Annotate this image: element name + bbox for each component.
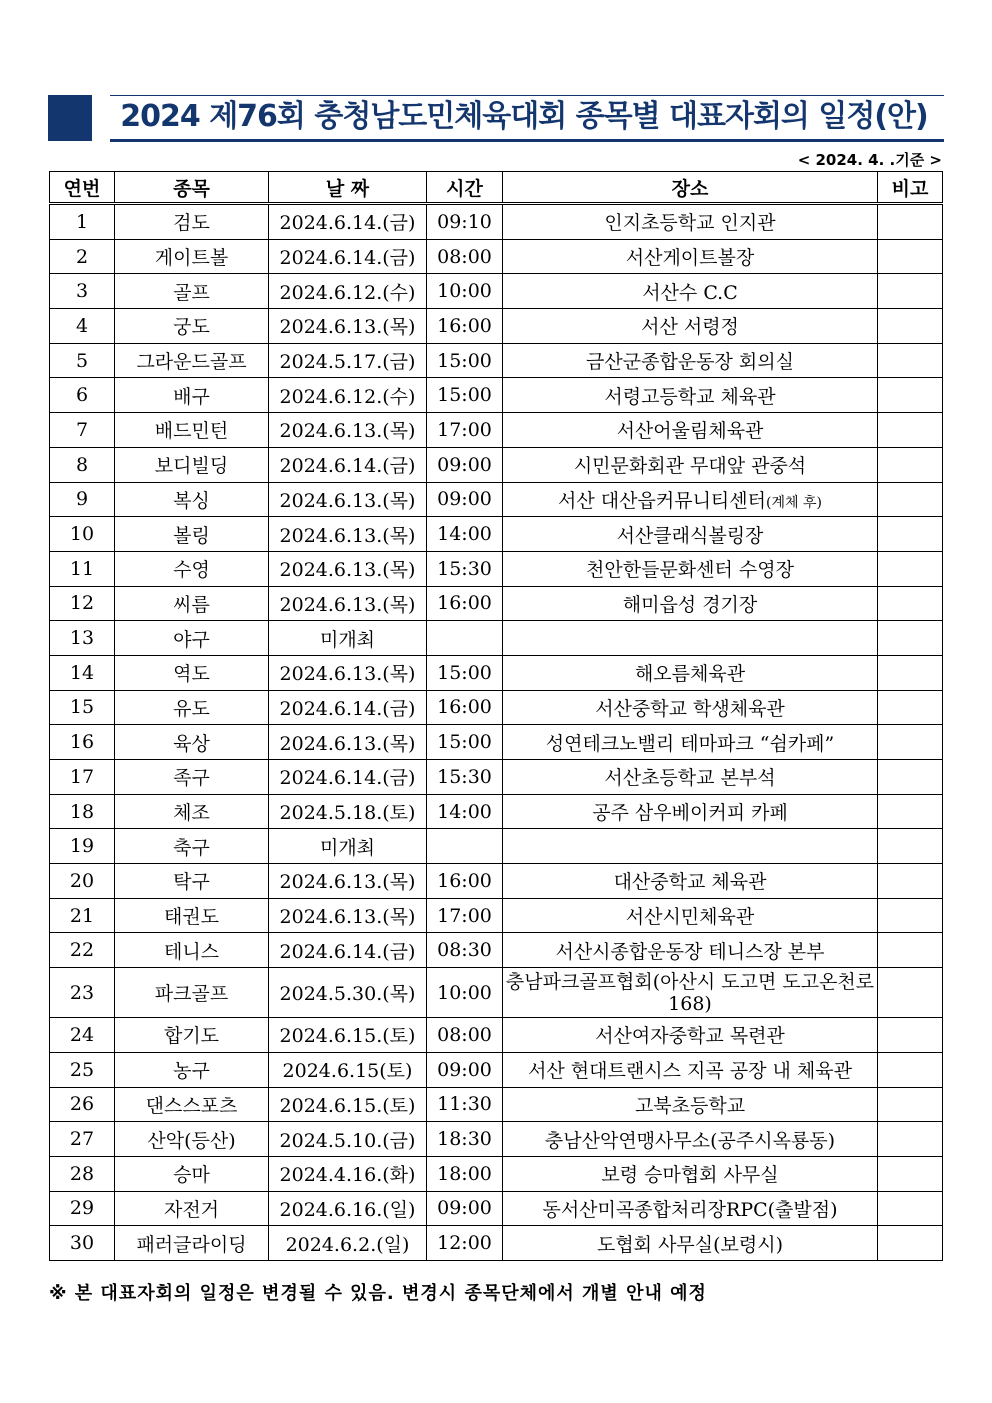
cell-note <box>878 1191 943 1226</box>
cell-no: 28 <box>50 1156 115 1191</box>
cell-venue <box>503 204 878 240</box>
cell-venue <box>503 274 878 309</box>
cell-sport: 배드민턴 <box>115 413 269 448</box>
cell-no: 12 <box>50 586 115 621</box>
table-row <box>50 794 943 829</box>
cell-note <box>878 309 943 344</box>
cell-sport: 파크골프 <box>115 968 269 1018</box>
cell-note <box>878 655 943 690</box>
venue-text: 대산중학교 체육관 <box>613 871 767 894</box>
cell-note <box>878 794 943 829</box>
cell-sport: 승마 <box>115 1156 269 1191</box>
venue-text: 충남파크골프협회(아산시 도고면 도고온천로 168) <box>505 970 875 1015</box>
cell-date: 2024.6.13.(목) <box>269 586 427 621</box>
cell-note <box>878 1156 943 1191</box>
cell-note <box>878 829 943 864</box>
cell-note <box>878 898 943 933</box>
cell-date: 2024.6.13.(목) <box>269 725 427 760</box>
cell-date: 2024.6.2.(일) <box>269 1226 427 1261</box>
cell-sport: 탁구 <box>115 864 269 899</box>
cell-date: 2024.6.12.(수) <box>269 378 427 413</box>
table-row <box>50 517 943 552</box>
cell-sport: 배구 <box>115 378 269 413</box>
cell-sport: 볼링 <box>115 517 269 552</box>
basis-date: < 2024. 4. .기준 > <box>797 151 942 169</box>
cell-no: 2 <box>50 239 115 274</box>
venue-text: 서산어울림체육관 <box>616 420 764 443</box>
cell-note <box>878 447 943 482</box>
cell-time: 18:00 <box>427 1156 503 1191</box>
cell-note <box>878 551 943 586</box>
venue-text: 서령고등학교 체육관 <box>604 385 776 408</box>
table-row <box>50 343 943 378</box>
venue-text: 서산시종합운동장 테니스장 본부 <box>555 940 825 963</box>
cell-date: 2024.6.14.(금) <box>269 933 427 968</box>
cell-time: 15:30 <box>427 760 503 795</box>
cell-time: 09:00 <box>427 447 503 482</box>
cell-date: 미개최 <box>269 829 427 864</box>
venue-text: 서산수 C.C <box>642 281 738 304</box>
cell-no: 25 <box>50 1052 115 1087</box>
cell-note <box>878 968 943 1018</box>
table-row <box>50 1122 943 1157</box>
table-row <box>50 378 943 413</box>
venue-text: 서산중학교 학생체육관 <box>595 697 785 720</box>
cell-time: 16:00 <box>427 586 503 621</box>
cell-time: 16:00 <box>427 690 503 725</box>
venue-text: 해오름체육관 <box>634 663 746 686</box>
cell-time: 09:00 <box>427 482 503 517</box>
cell-date: 2024.6.13.(목) <box>269 551 427 586</box>
cell-time <box>427 621 503 656</box>
cell-sport: 검도 <box>115 204 269 240</box>
cell-sport: 산악(등산) <box>115 1122 269 1157</box>
table-row <box>50 760 943 795</box>
cell-date: 2024.6.13.(목) <box>269 864 427 899</box>
venue-text: 인지초등학교 인지관 <box>604 212 776 235</box>
table-row <box>50 864 943 899</box>
cell-sport: 수영 <box>115 551 269 586</box>
cell-venue <box>503 482 878 517</box>
cell-venue <box>503 1226 878 1261</box>
cell-venue <box>503 829 878 864</box>
cell-date: 2024.6.13.(목) <box>269 413 427 448</box>
table-row <box>50 829 943 864</box>
cell-venue <box>503 864 878 899</box>
cell-venue <box>503 517 878 552</box>
cell-date: 2024.5.18.(토) <box>269 794 427 829</box>
cell-date: 2024.6.14.(금) <box>269 447 427 482</box>
venue-text: 보령 승마협회 사무실 <box>601 1164 779 1187</box>
cell-no: 10 <box>50 517 115 552</box>
cell-time: 16:00 <box>427 309 503 344</box>
venue-text: 충남산악연맹사무소(공주시옥룡동) <box>544 1129 836 1152</box>
cell-date: 2024.6.14.(금) <box>269 690 427 725</box>
cell-time: 08:00 <box>427 1018 503 1053</box>
cell-no: 21 <box>50 898 115 933</box>
cell-date: 2024.6.13.(목) <box>269 898 427 933</box>
cell-date: 2024.4.16.(화) <box>269 1156 427 1191</box>
cell-sport: 자전거 <box>115 1191 269 1226</box>
cell-no: 20 <box>50 864 115 899</box>
cell-date: 2024.6.13.(목) <box>269 655 427 690</box>
cell-time: 15:00 <box>427 725 503 760</box>
cell-time: 16:00 <box>427 864 503 899</box>
cell-sport: 댄스스포츠 <box>115 1087 269 1122</box>
cell-date: 미개최 <box>269 621 427 656</box>
table-row <box>50 1191 943 1226</box>
table-row <box>50 274 943 309</box>
cell-no: 4 <box>50 309 115 344</box>
cell-sport: 보디빌딩 <box>115 447 269 482</box>
cell-no: 5 <box>50 343 115 378</box>
venue-text: 서산여자중학교 목련관 <box>595 1025 785 1048</box>
cell-venue <box>503 309 878 344</box>
cell-note <box>878 1052 943 1087</box>
cell-date: 2024.6.14.(금) <box>269 239 427 274</box>
cell-note <box>878 586 943 621</box>
cell-venue <box>503 760 878 795</box>
cell-sport: 육상 <box>115 725 269 760</box>
table-row <box>50 482 943 517</box>
cell-note <box>878 760 943 795</box>
cell-no: 19 <box>50 829 115 864</box>
venue-text: 천안한들문화센터 수영장 <box>586 559 794 582</box>
cell-sport: 역도 <box>115 655 269 690</box>
cell-sport: 씨름 <box>115 586 269 621</box>
cell-note <box>878 413 943 448</box>
cell-sport: 골프 <box>115 274 269 309</box>
table-row <box>50 621 943 656</box>
cell-venue <box>503 968 878 1018</box>
cell-venue <box>503 621 878 656</box>
cell-no: 1 <box>50 204 115 240</box>
table-row <box>50 1087 943 1122</box>
cell-sport: 패러글라이딩 <box>115 1226 269 1261</box>
table-row <box>50 898 943 933</box>
cell-time: 15:30 <box>427 551 503 586</box>
cell-date: 2024.6.15(토) <box>269 1052 427 1087</box>
cell-venue <box>503 586 878 621</box>
cell-time: 09:00 <box>427 1191 503 1226</box>
cell-time: 14:00 <box>427 794 503 829</box>
venue-text: 서산클래식볼링장 <box>616 524 764 547</box>
cell-no: 22 <box>50 933 115 968</box>
cell-note <box>878 933 943 968</box>
cell-date: 2024.6.14.(금) <box>269 760 427 795</box>
cell-time: 11:30 <box>427 1087 503 1122</box>
venue-text: 성연테크노밸리 테마파크 “쉼카페” <box>545 732 835 755</box>
cell-venue <box>503 725 878 760</box>
table-row <box>50 1156 943 1191</box>
venue-text: 서산 현대트랜시스 지곡 공장 내 체육관 <box>528 1060 852 1083</box>
cell-date: 2024.6.13.(목) <box>269 517 427 552</box>
header-no: 연번 <box>50 172 115 204</box>
table-row <box>50 309 943 344</box>
cell-venue <box>503 1087 878 1122</box>
venue-text: 서산시민체육관 <box>625 906 755 929</box>
cell-time: 09:00 <box>427 1052 503 1087</box>
table-row <box>50 586 943 621</box>
table-row <box>50 1226 943 1261</box>
cell-time: 10:00 <box>427 968 503 1018</box>
table-row <box>50 204 943 240</box>
venue-text: 공주 삼우베이커피 카페 <box>592 802 788 825</box>
cell-no: 9 <box>50 482 115 517</box>
cell-venue <box>503 378 878 413</box>
table-row <box>50 933 943 968</box>
cell-venue <box>503 447 878 482</box>
cell-note <box>878 274 943 309</box>
cell-no: 30 <box>50 1226 115 1261</box>
cell-note <box>878 1122 943 1157</box>
cell-no: 11 <box>50 551 115 586</box>
cell-no: 3 <box>50 274 115 309</box>
cell-no: 15 <box>50 690 115 725</box>
cell-note <box>878 1018 943 1053</box>
cell-sport: 농구 <box>115 1052 269 1087</box>
cell-no: 17 <box>50 760 115 795</box>
table-row <box>50 655 943 690</box>
cell-note <box>878 204 943 240</box>
cell-sport: 게이트볼 <box>115 239 269 274</box>
venue-text: 서산 대산읍커뮤니티센터 <box>558 489 766 512</box>
cell-sport: 축구 <box>115 829 269 864</box>
cell-note <box>878 1087 943 1122</box>
table-row <box>50 239 943 274</box>
cell-venue <box>503 1191 878 1226</box>
cell-no: 7 <box>50 413 115 448</box>
cell-no: 13 <box>50 621 115 656</box>
cell-note <box>878 1226 943 1261</box>
cell-venue <box>503 1018 878 1053</box>
cell-venue <box>503 898 878 933</box>
title-bar <box>48 95 944 143</box>
venue-text: 서산초등학교 본부석 <box>604 767 776 790</box>
cell-venue <box>503 794 878 829</box>
cell-venue <box>503 690 878 725</box>
table-row <box>50 690 943 725</box>
cell-note <box>878 239 943 274</box>
table-header-row <box>50 172 943 204</box>
cell-sport: 궁도 <box>115 309 269 344</box>
cell-note <box>878 482 943 517</box>
cell-time: 17:00 <box>427 413 503 448</box>
cell-sport: 합기도 <box>115 1018 269 1053</box>
cell-no: 23 <box>50 968 115 1018</box>
cell-note <box>878 725 943 760</box>
title-block-decoration <box>48 95 92 141</box>
cell-date: 2024.6.13.(목) <box>269 482 427 517</box>
cell-sport: 태권도 <box>115 898 269 933</box>
header-time: 시간 <box>427 172 503 204</box>
table-row <box>50 1052 943 1087</box>
venue-text: 동서산미곡종합처리장RPC(출발점) <box>542 1198 838 1221</box>
cell-date: 2024.6.16.(일) <box>269 1191 427 1226</box>
cell-note <box>878 690 943 725</box>
cell-venue <box>503 655 878 690</box>
cell-date: 2024.6.15.(토) <box>269 1018 427 1053</box>
venue-text: 도협회 사무실(보령시) <box>596 1233 784 1256</box>
header-venue: 장소 <box>503 172 878 204</box>
cell-sport: 야구 <box>115 621 269 656</box>
cell-date: 2024.5.17.(금) <box>269 343 427 378</box>
table-row <box>50 551 943 586</box>
cell-sport: 체조 <box>115 794 269 829</box>
cell-note <box>878 621 943 656</box>
cell-no: 29 <box>50 1191 115 1226</box>
page-title: 2024 제76회 충청남도민체육대회 종목별 대표자회의 일정(안) <box>120 99 928 134</box>
cell-date: 2024.6.13.(목) <box>269 309 427 344</box>
venue-text: 금산군종합운동장 회의실 <box>586 351 794 374</box>
cell-no: 16 <box>50 725 115 760</box>
cell-time: 08:00 <box>427 239 503 274</box>
cell-no: 18 <box>50 794 115 829</box>
table-row <box>50 968 943 1018</box>
table-row <box>50 447 943 482</box>
cell-venue <box>503 343 878 378</box>
cell-time: 09:10 <box>427 204 503 240</box>
table-row <box>50 725 943 760</box>
cell-sport: 유도 <box>115 690 269 725</box>
header-note: 비고 <box>878 172 943 204</box>
title-underline <box>110 139 944 142</box>
venue-text: 시민문화회관 무대앞 관중석 <box>573 455 807 478</box>
venue-text: 고북초등학교 <box>634 1094 746 1117</box>
cell-note <box>878 378 943 413</box>
cell-date: 2024.6.14.(금) <box>269 204 427 240</box>
cell-date: 2024.6.12.(수) <box>269 274 427 309</box>
schedule-table <box>49 171 943 1261</box>
cell-time: 15:00 <box>427 378 503 413</box>
header-sport: 종목 <box>115 172 269 204</box>
cell-date: 2024.6.15.(토) <box>269 1087 427 1122</box>
venue-text: 해미읍성 경기장 <box>622 593 758 616</box>
footnote: ※ 본 대표자회의 일정은 변경될 수 있음. 변경시 종목단체에서 개별 안내 예정 <box>49 1283 707 1304</box>
cell-time <box>427 829 503 864</box>
cell-sport: 테니스 <box>115 933 269 968</box>
cell-date: 2024.5.30.(목) <box>269 968 427 1018</box>
cell-venue <box>503 239 878 274</box>
cell-venue <box>503 933 878 968</box>
cell-note <box>878 343 943 378</box>
cell-no: 6 <box>50 378 115 413</box>
header-date: 날 짜 <box>269 172 427 204</box>
cell-venue <box>503 413 878 448</box>
cell-time: 18:30 <box>427 1122 503 1157</box>
cell-time: 10:00 <box>427 274 503 309</box>
cell-no: 8 <box>50 447 115 482</box>
cell-venue <box>503 551 878 586</box>
cell-no: 26 <box>50 1087 115 1122</box>
table-row <box>50 413 943 448</box>
cell-time: 12:00 <box>427 1226 503 1261</box>
cell-no: 27 <box>50 1122 115 1157</box>
cell-note <box>878 864 943 899</box>
cell-no: 14 <box>50 655 115 690</box>
cell-venue <box>503 1156 878 1191</box>
cell-sport: 족구 <box>115 760 269 795</box>
cell-time: 15:00 <box>427 655 503 690</box>
cell-sport: 그라운드골프 <box>115 343 269 378</box>
table-row <box>50 1018 943 1053</box>
cell-time: 08:30 <box>427 933 503 968</box>
cell-no: 24 <box>50 1018 115 1053</box>
cell-venue <box>503 1122 878 1157</box>
venue-text: 서산게이트볼장 <box>625 247 755 270</box>
cell-time: 15:00 <box>427 343 503 378</box>
cell-time: 14:00 <box>427 517 503 552</box>
cell-date: 2024.5.10.(금) <box>269 1122 427 1157</box>
cell-sport: 복싱 <box>115 482 269 517</box>
venue-text: 서산 서령정 <box>641 316 739 339</box>
venue-note: (계체 후) <box>765 494 822 511</box>
cell-note <box>878 517 943 552</box>
cell-time: 17:00 <box>427 898 503 933</box>
cell-venue <box>503 1052 878 1087</box>
